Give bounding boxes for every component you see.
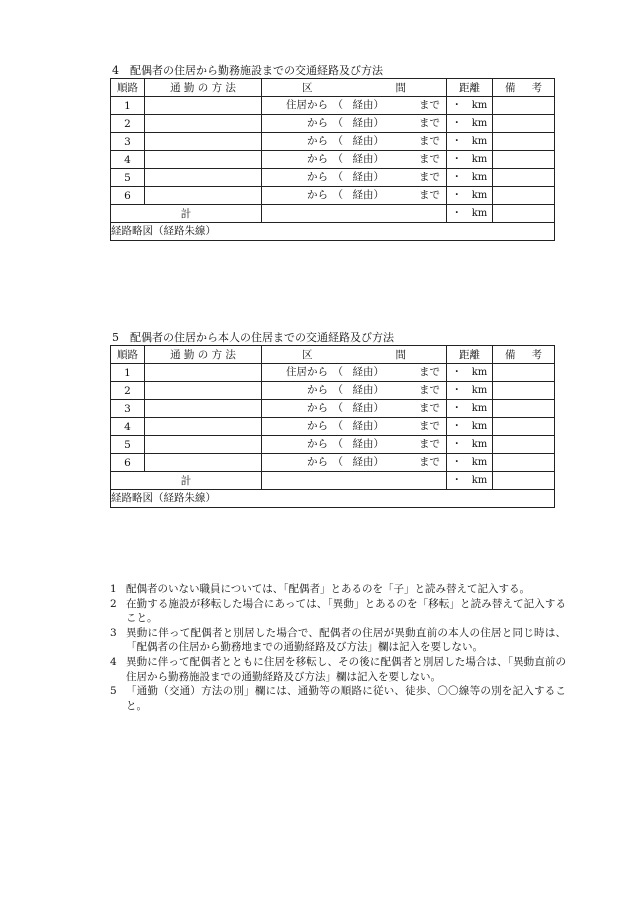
table-row (111, 187, 555, 205)
header-section: 区 間 (262, 346, 447, 364)
section-input[interactable]: から （ 経由） まで (262, 400, 447, 418)
row-number: 2 (111, 115, 145, 133)
remarks-input[interactable] (493, 382, 555, 400)
note-item: 2 在勤する施設が移転した場合にあっては、「異動」とあるのを「移転」と読み替えて記入すること。 (110, 597, 566, 625)
table-row (111, 151, 555, 169)
method-input[interactable] (145, 187, 262, 205)
method-input[interactable] (145, 97, 262, 115)
row-number: 4 (111, 418, 145, 436)
section4-title: 4 配偶者の住居から勤務施設までの交通経路及び方法 (112, 64, 383, 77)
map-row (111, 223, 555, 241)
remarks-input[interactable] (493, 436, 555, 454)
header-method: 通 勤 の 方 法 (145, 346, 262, 364)
method-input[interactable] (145, 364, 262, 382)
method-input[interactable] (145, 418, 262, 436)
row-number: 1 (111, 364, 145, 382)
total-row (111, 205, 555, 223)
distance-input[interactable]: ・ km (447, 151, 493, 169)
total-distance-input[interactable]: ・ km (447, 472, 493, 490)
section5-route-table (110, 345, 555, 508)
section5-title: 5 配偶者の住居から本人の住居までの交通経路及び方法 (112, 331, 394, 344)
row-number: 5 (111, 169, 145, 187)
row-number: 2 (111, 382, 145, 400)
distance-input[interactable]: ・ km (447, 400, 493, 418)
table-row (111, 133, 555, 151)
total-row (111, 472, 555, 490)
header-section: 区 間 (262, 79, 447, 97)
method-input[interactable] (145, 436, 262, 454)
table-header-row (111, 79, 555, 97)
row-number: 3 (111, 400, 145, 418)
note-item: 3 異動に伴って配偶者と別居した場合で、配偶者の住居が異動直前の本人の住居と同じ時は、「配偶者の住居から勤務地までの通勤経路及び方法」欄は記入を要しない。 (110, 626, 566, 654)
note-item: 1 配偶者のいない職員については、「配偶者」とあるのを「子」と読み替えて記入する。 (110, 583, 531, 595)
header-order: 順路 (111, 79, 145, 97)
note-item: 5 「通勤（交通）方法の別」欄には、通勤等の順路に従い、徒歩、〇〇線等の別を記入すること。 (110, 685, 566, 712)
row-number: 1 (111, 97, 145, 115)
table-row (111, 169, 555, 187)
total-section-cell (262, 205, 447, 223)
route-map-area[interactable] (111, 490, 555, 508)
distance-input[interactable]: ・ km (447, 436, 493, 454)
total-remarks-cell (493, 472, 555, 490)
header-order: 順路 (111, 346, 145, 364)
route-map-label: 経路略図（経路朱線） (111, 492, 216, 504)
notes-list (110, 582, 566, 713)
route-map-label: 経路略図（経路朱線） (111, 225, 216, 237)
section-input[interactable]: 住居から （ 経由） まで (262, 364, 447, 382)
remarks-input[interactable] (493, 454, 555, 472)
total-distance-input[interactable]: ・ km (447, 205, 493, 223)
section-input[interactable]: から （ 経由） まで (262, 418, 447, 436)
section-input[interactable]: から （ 経由） まで (262, 436, 447, 454)
section-input[interactable]: から （ 経由） まで (262, 151, 447, 169)
section-input[interactable]: 住居から （ 経由） まで (262, 97, 447, 115)
remarks-input[interactable] (493, 187, 555, 205)
method-input[interactable] (145, 133, 262, 151)
remarks-input[interactable] (493, 151, 555, 169)
table-row (111, 418, 555, 436)
header-distance: 距 離 (447, 346, 493, 364)
remarks-input[interactable] (493, 364, 555, 382)
row-number: 4 (111, 151, 145, 169)
header-remarks: 備 考 (493, 79, 555, 97)
distance-input[interactable]: ・ km (447, 364, 493, 382)
remarks-input[interactable] (493, 169, 555, 187)
distance-input[interactable]: ・ km (447, 454, 493, 472)
distance-input[interactable]: ・ km (447, 97, 493, 115)
remarks-input[interactable] (493, 133, 555, 151)
distance-input[interactable]: ・ km (447, 418, 493, 436)
table-row (111, 382, 555, 400)
remarks-input[interactable] (493, 115, 555, 133)
method-input[interactable] (145, 151, 262, 169)
table-row (111, 115, 555, 133)
table-row (111, 454, 555, 472)
section-input[interactable]: から （ 経由） まで (262, 133, 447, 151)
header-method: 通 勤 の 方 法 (145, 79, 262, 97)
section-input[interactable]: から （ 経由） まで (262, 382, 447, 400)
row-number: 6 (111, 454, 145, 472)
section-input[interactable]: から （ 経由） まで (262, 115, 447, 133)
remarks-input[interactable] (493, 97, 555, 115)
section-input[interactable]: から （ 経由） まで (262, 187, 447, 205)
header-remarks: 備 考 (493, 346, 555, 364)
section-input[interactable]: から （ 経由） まで (262, 454, 447, 472)
map-row (111, 490, 555, 508)
distance-input[interactable]: ・ km (447, 187, 493, 205)
method-input[interactable] (145, 400, 262, 418)
row-number: 6 (111, 187, 145, 205)
table-row (111, 400, 555, 418)
table-row (111, 97, 555, 115)
route-map-area[interactable] (111, 223, 555, 241)
method-input[interactable] (145, 454, 262, 472)
total-label: 計 (111, 205, 262, 223)
method-input[interactable] (145, 382, 262, 400)
distance-input[interactable]: ・ km (447, 115, 493, 133)
table-row (111, 436, 555, 454)
distance-input[interactable]: ・ km (447, 169, 493, 187)
total-label: 計 (111, 472, 262, 490)
row-number: 3 (111, 133, 145, 151)
row-number: 5 (111, 436, 145, 454)
section-input[interactable]: から （ 経由） まで (262, 169, 447, 187)
note-item: 4 異動に伴って配偶者とともに住居を移転し、その後に配偶者と別居した場合は、「異動直前の住居から勤務施設までの通勤経路及び方法」欄は記入を要しない。 (110, 655, 566, 683)
table-header-row (111, 346, 555, 364)
table-row (111, 364, 555, 382)
remarks-input[interactable] (493, 400, 555, 418)
method-input[interactable] (145, 115, 262, 133)
remarks-input[interactable] (493, 418, 555, 436)
method-input[interactable] (145, 169, 262, 187)
total-remarks-cell (493, 205, 555, 223)
header-distance: 距 離 (447, 79, 493, 97)
distance-input[interactable]: ・ km (447, 382, 493, 400)
distance-input[interactable]: ・ km (447, 133, 493, 151)
total-section-cell (262, 472, 447, 490)
section4-route-table (110, 78, 555, 241)
